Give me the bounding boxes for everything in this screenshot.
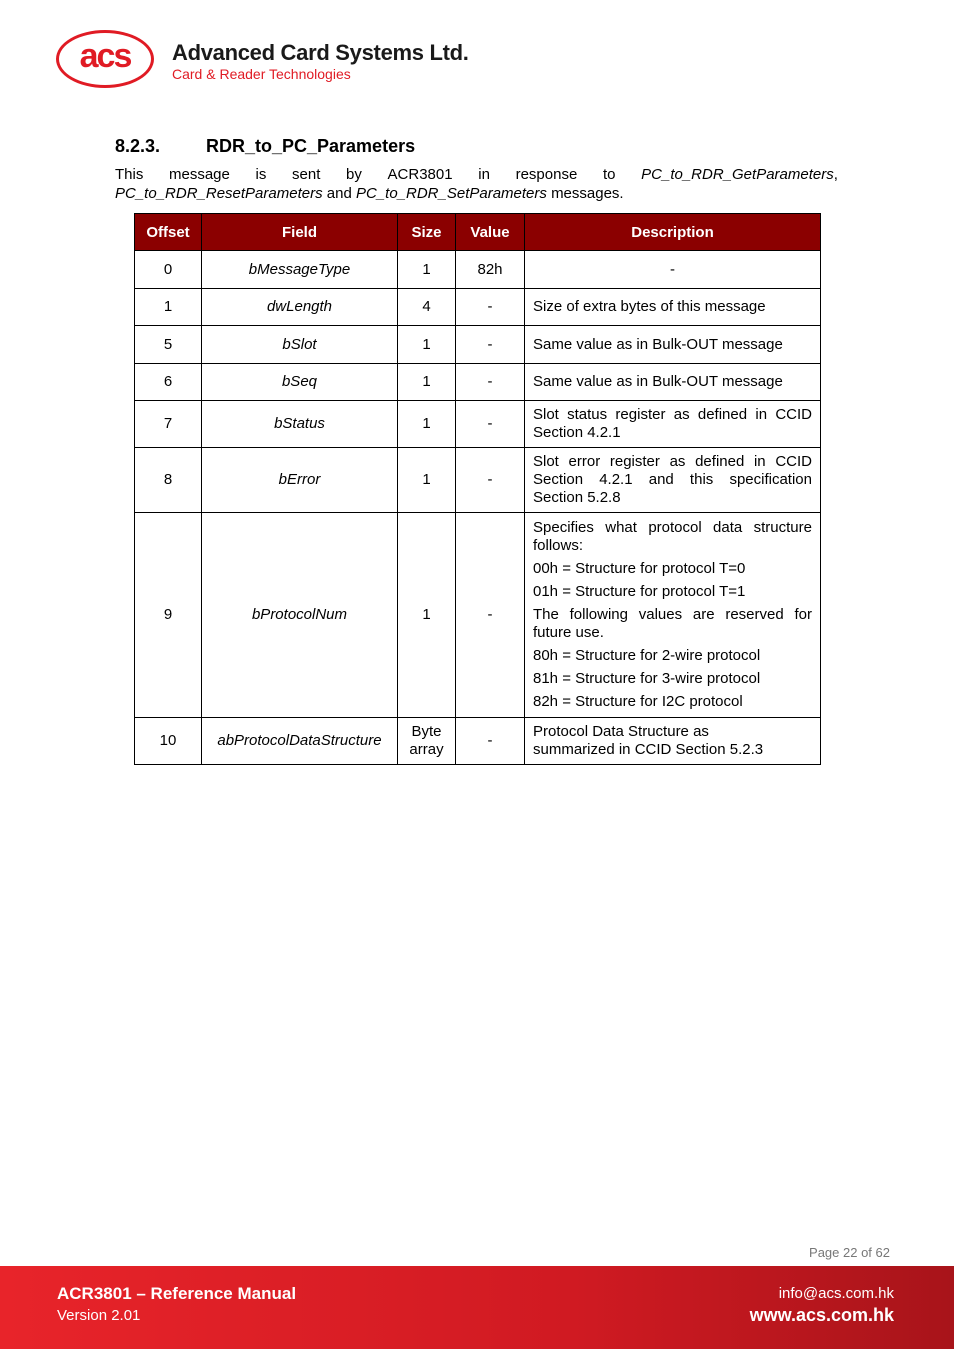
page-number: Page 22 of 62 [809, 1245, 890, 1260]
company-name: Advanced Card Systems Ltd. [172, 40, 469, 65]
intro-word: by [346, 166, 362, 183]
intro-word: to [602, 166, 616, 183]
table-row [135, 251, 821, 289]
table-row [135, 289, 821, 326]
logo-mark: acs [79, 36, 131, 75]
size-cell: 1 [398, 326, 456, 364]
size-cell: 1 [398, 513, 456, 718]
description-line: 81h = Structure for 3-wire protocol [533, 670, 761, 687]
value-cell: - [456, 718, 525, 765]
intro-word: ACR3801 [387, 166, 453, 183]
description-cell [525, 401, 821, 448]
description-line: 80h = Structure for 2-wire protocol [533, 647, 761, 664]
company-tagline: Card & Reader Technologies [172, 66, 351, 82]
intro-line-2 [115, 184, 838, 203]
size-line: Byte [411, 723, 442, 740]
table-row [135, 718, 821, 765]
field-cell: bSlot [202, 326, 398, 364]
description-cell: Size of extra bytes of this message [525, 289, 821, 326]
value-cell: - [456, 448, 525, 513]
offset-cell: 1 [135, 289, 202, 326]
footer-email-link[interactable]: info@acs.com.hk [778, 1285, 894, 1302]
message-name: PC_to_RDR_GetParameters [641, 166, 834, 183]
intro-word: response [515, 166, 578, 183]
value-cell: - [456, 513, 525, 718]
table-row [135, 364, 821, 401]
description-line: Slot error register as defined in CCID [533, 453, 812, 470]
intro-get-params [641, 165, 838, 184]
table-row [135, 401, 821, 448]
size-cell: 1 [398, 251, 456, 289]
description-paragraph [533, 519, 812, 555]
column-header-value: Value [456, 214, 525, 251]
section-title: RDR_to_PC_Parameters [206, 136, 416, 156]
footer-website-link[interactable]: www.acs.com.hk [749, 1305, 894, 1325]
description-line: follows: [533, 537, 584, 554]
description-line: Slot status register as defined in CCID [533, 406, 812, 423]
intro-word: This [115, 166, 144, 183]
description-line: 00h = Structure for protocol T=0 [533, 560, 746, 577]
field-cell: bStatus [202, 401, 398, 448]
description-cell [525, 448, 821, 513]
table-row [135, 513, 821, 718]
section-heading [115, 136, 415, 157]
offset-cell: 9 [135, 513, 202, 718]
value-cell: - [456, 401, 525, 448]
intro-word: in [478, 166, 490, 183]
intro-paragraph [115, 165, 838, 203]
description-line: Protocol Data Structure as [533, 723, 709, 740]
description-cell: Same value as in Bulk-OUT message [525, 326, 821, 364]
size-cell: 1 [398, 401, 456, 448]
intro-line-1 [115, 165, 838, 184]
table-row [135, 326, 821, 364]
column-header-field: Field [202, 214, 398, 251]
size-cell: 1 [398, 448, 456, 513]
intro-word: is [255, 166, 267, 183]
description-line: Section 4.2.1 and this specification [533, 471, 812, 488]
description-paragraph [533, 606, 812, 642]
field-cell: abProtocolDataStructure [202, 718, 398, 765]
offset-cell: 10 [135, 718, 202, 765]
intro-word: and [326, 185, 352, 202]
message-name: PC_to_RDR_ResetParameters [115, 185, 323, 202]
description-cell [525, 513, 821, 718]
value-cell: - [456, 289, 525, 326]
company-logo [56, 30, 469, 94]
field-cell: dwLength [202, 289, 398, 326]
description-line: 01h = Structure for protocol T=1 [533, 583, 746, 600]
field-cell: bMessageType [202, 251, 398, 289]
size-cell [398, 718, 456, 765]
size-cell: 4 [398, 289, 456, 326]
table-row [135, 448, 821, 513]
punctuation: , [833, 166, 838, 183]
offset-cell: 8 [135, 448, 202, 513]
column-header-size: Size [398, 214, 456, 251]
size-line: array [409, 741, 444, 758]
description-line: 82h = Structure for I2C protocol [533, 693, 743, 710]
description-line: future use. [533, 624, 604, 641]
description-line: The following values are reserved for [533, 606, 812, 623]
field-cell: bProtocolNum [202, 513, 398, 718]
acs-logo-icon [56, 30, 154, 88]
offset-cell: 0 [135, 251, 202, 289]
offset-cell: 7 [135, 401, 202, 448]
size-cell: 1 [398, 364, 456, 401]
value-cell: - [456, 364, 525, 401]
description-line: Section 5.2.8 [533, 489, 621, 506]
field-cell: bSeq [202, 364, 398, 401]
footer-version: Version 2.01 [57, 1307, 141, 1324]
column-header-description: Description [525, 214, 821, 251]
offset-cell: 5 [135, 326, 202, 364]
intro-word: sent [292, 166, 321, 183]
value-cell: - [456, 326, 525, 364]
message-name: PC_to_RDR_SetParameters [355, 185, 547, 202]
description-line: summarized in CCID Section 5.2.3 [533, 741, 764, 758]
description-cell: - [525, 251, 821, 289]
description-line: Section 4.2.1 [533, 424, 621, 441]
value-cell: 82h [456, 251, 525, 289]
page-footer [0, 1266, 954, 1349]
section-number: 8.2.3. [115, 136, 161, 156]
parameters-table [134, 213, 821, 765]
offset-cell: 6 [135, 364, 202, 401]
column-header-offset: Offset [135, 214, 202, 251]
description-cell: Same value as in Bulk-OUT message [525, 364, 821, 401]
footer-document-title: ACR3801 – Reference Manual [57, 1284, 297, 1303]
table-header-row [135, 214, 821, 251]
description-cell [525, 718, 821, 765]
field-cell: bError [202, 448, 398, 513]
intro-word: messages. [551, 185, 624, 202]
description-line: Specifies what protocol data structure [533, 519, 812, 536]
intro-word: message [169, 166, 230, 183]
